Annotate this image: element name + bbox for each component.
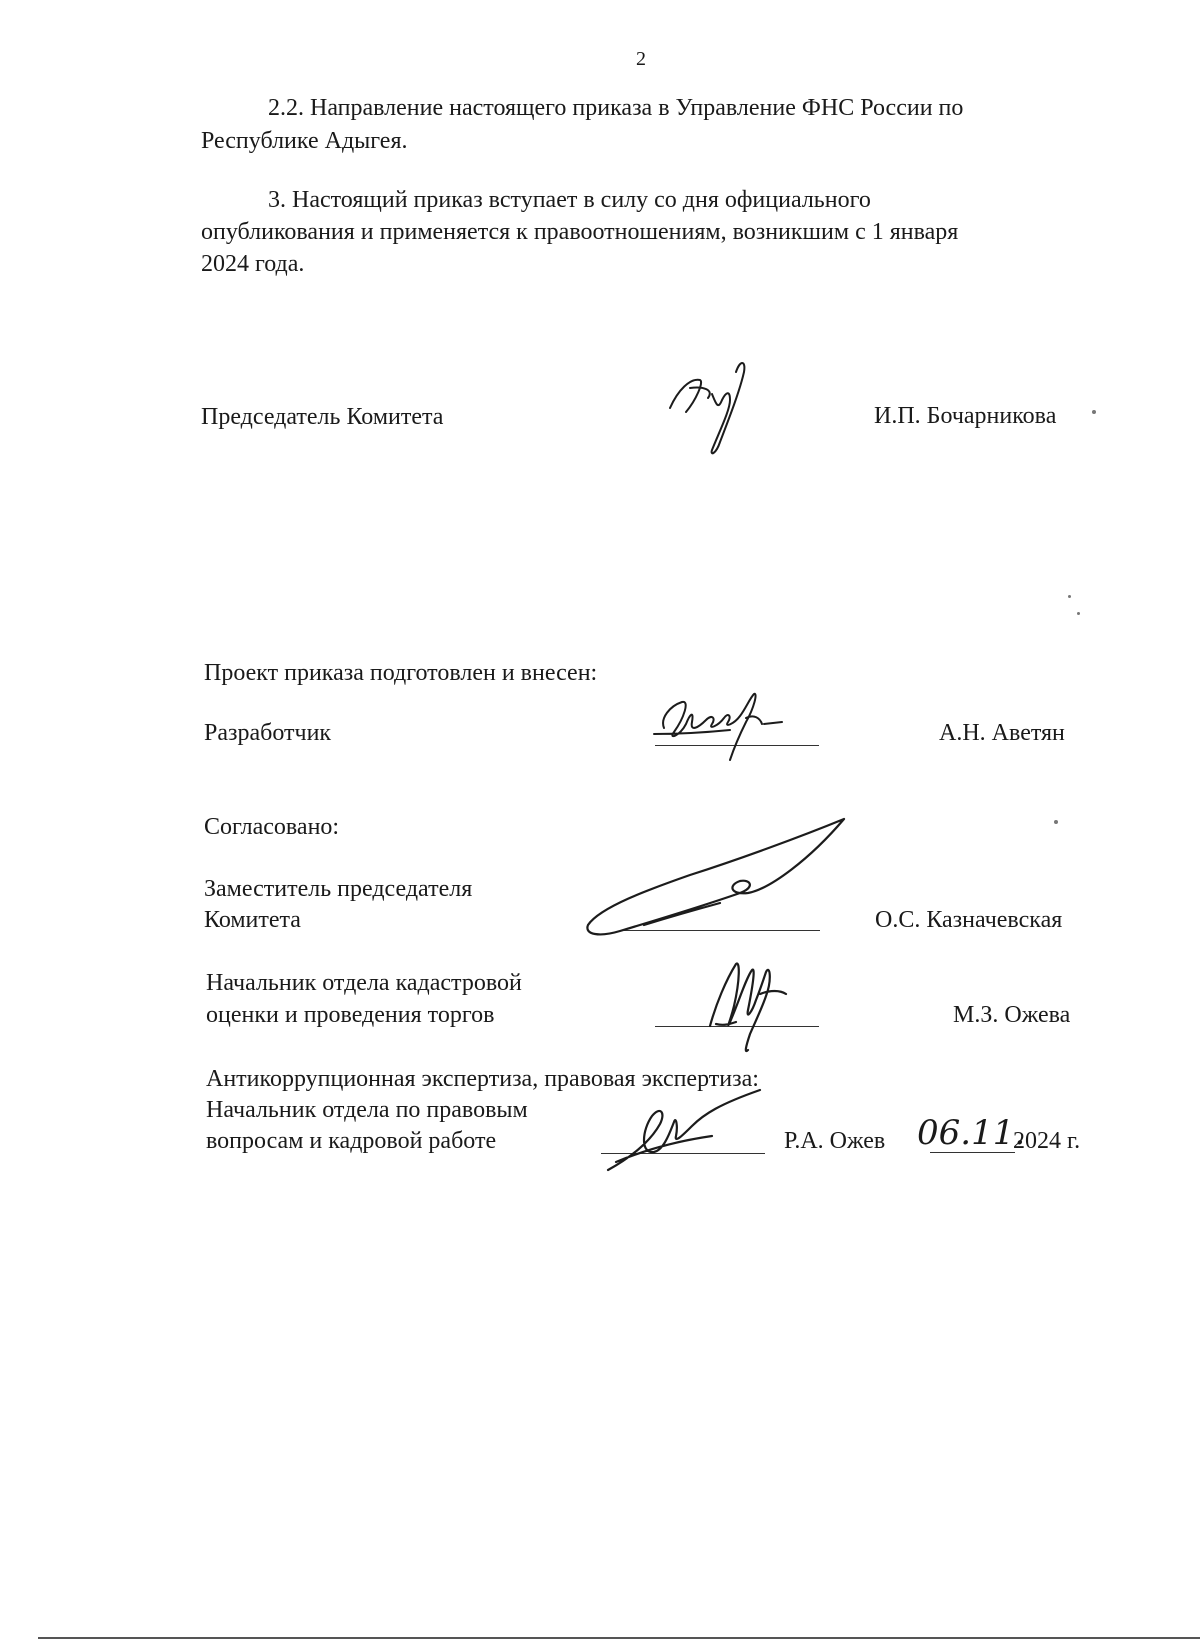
paragraph-3-line2: опубликования и применяется к правоотношениям, возникшим с 1 января [201,219,959,245]
expertise-role-line2: вопросам и кадровой работе [206,1128,497,1154]
expertise-date-handwritten: 06.11. [917,1113,1026,1153]
expertise-role-line1: Начальник отдела по правовым [206,1097,528,1123]
paragraph-2-2-line2: Республике Адыгея. [201,128,408,154]
expertise-date-line [930,1152,1015,1153]
expertise-date-year: 2024 г. [1013,1128,1081,1154]
expertise-name: Р.А. Ожев [784,1128,886,1154]
developer-signature [650,688,810,768]
head-cadastral-role-line1: Начальник отдела кадастровой [206,970,522,996]
chairman-name: И.П. Бочарникова [874,403,1057,429]
page-number: 2 [636,48,646,70]
expertise-heading: Антикоррупционная экспертиза, правовая экспертиза: [206,1066,759,1092]
chairman-position: Председатель Комитета [201,404,444,430]
head-cadastral-signature [700,950,800,1060]
deputy-role-line1: Заместитель председателя [204,876,473,902]
chairman-signature [660,350,780,460]
head-cadastral-role-line2: оценки и проведения торгов [206,1002,495,1028]
project-heading: Проект приказа подготовлен и внесен: [204,660,598,686]
paragraph-2-2-line1: 2.2. Направление настоящего приказа в Управление ФНС России по [268,95,964,121]
deputy-signature [580,815,850,945]
paragraph-3-line1: 3. Настоящий приказ вступает в силу со дня официального [268,187,871,213]
developer-role: Разработчик [204,720,332,746]
agreed-heading: Согласовано: [204,814,340,840]
deputy-role-line2: Комитета [204,907,301,933]
developer-name: А.Н. Аветян [939,720,1065,746]
bottom-scan-line [38,1637,1200,1639]
expertise-signature [600,1070,780,1180]
paragraph-3-line3: 2024 года. [201,251,305,277]
deputy-name: О.С. Казначевская [875,907,1063,933]
head-cadastral-name: М.З. Ожева [953,1002,1071,1028]
